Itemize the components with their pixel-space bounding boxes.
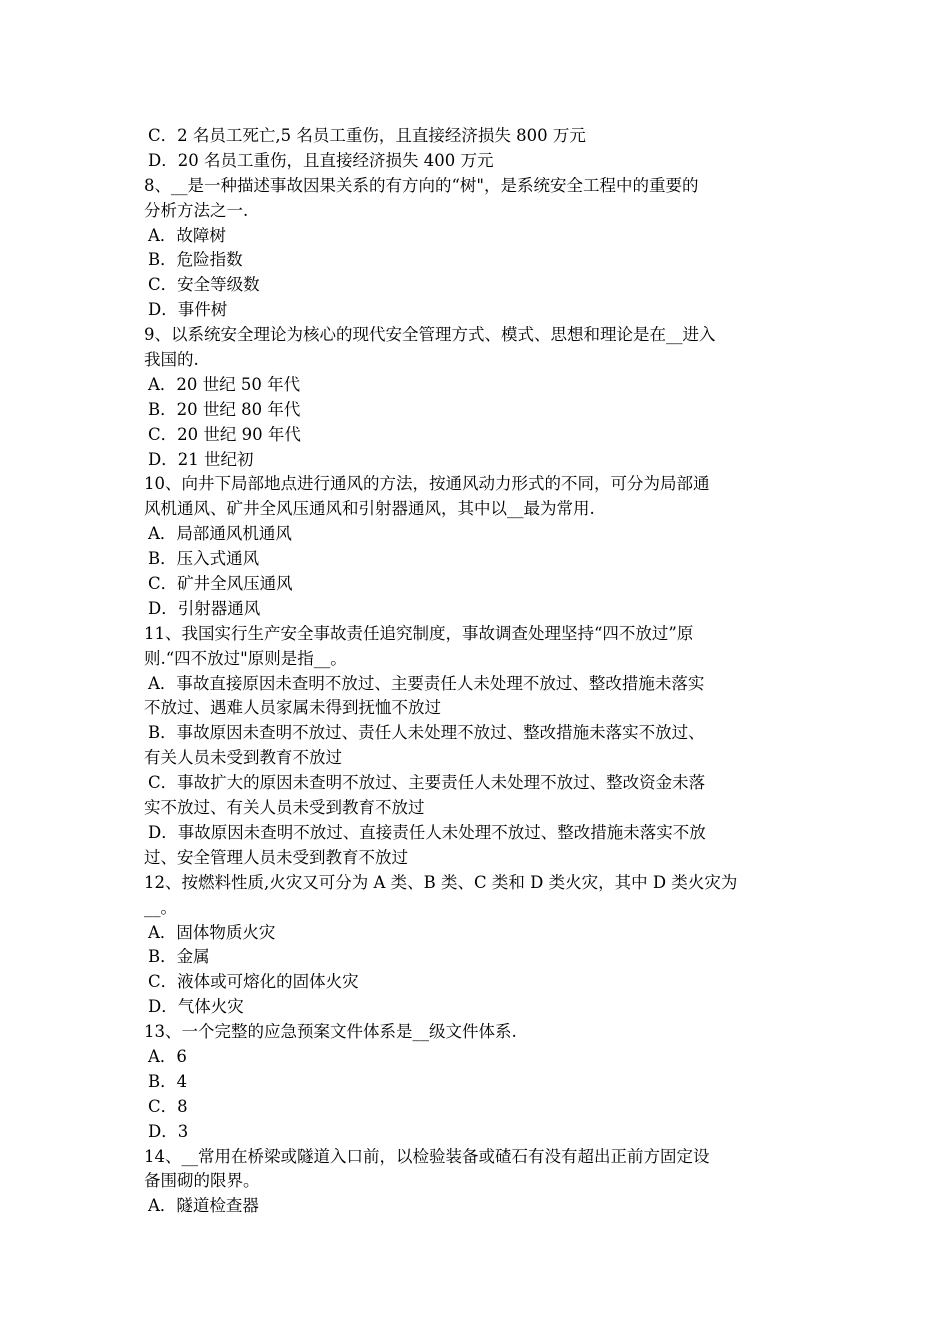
answer-option-line: B．压入式通风 [148, 549, 260, 569]
question-text-line: 14、__常用在桥梁或隧道入口前，以检验装备或碴石有没有超出正前方固定设 [144, 1146, 710, 1166]
answer-option-line: C．20 世纪 90 年代 [148, 424, 301, 444]
answer-option-line: A．隧道检查器 [148, 1196, 259, 1216]
question-text-line: 不放过、遇难人员家属未得到抚恤不放过 [144, 698, 441, 718]
answer-option-line: D．气体火灾 [148, 997, 244, 1017]
answer-option-line: C．2 名员工死亡,5 名员工重伤，且直接经济损失 800 万元 [148, 126, 586, 145]
question-text-line: 10、向井下局部地点进行通风的方法，按通风动力形式的不同，可分为局部通 [144, 474, 710, 494]
question-text-line: 8、__是一种描述事故因果关系的有方向的“树"，是系统安全工程中的重要的 [144, 175, 699, 195]
question-text-line: 风机通风、矿井全风压通风和引射器通风，其中以__最为常用. [144, 499, 595, 519]
question-text-line: 我国的. [144, 350, 199, 370]
question-text-line: 有关人员未受到教育不放过 [144, 748, 342, 768]
question-text-line: 12、按燃料性质,火灾又可分为 A 类、B 类、C 类和 D 类火灾，其中 D 类火灾为 [144, 872, 738, 892]
answer-option-line: C．液体或可熔化的固体火灾 [148, 972, 359, 992]
answer-option-line: D．21 世纪初 [148, 449, 254, 469]
question-text-line: 则.“四不放过"原则是指__。 [144, 648, 347, 668]
question-text-line: __。 [144, 897, 177, 917]
answer-option-line: A．事故直接原因未查明不放过、主要责任人未处理不放过、整改措施未落实 [148, 673, 705, 693]
question-text-line: 过、安全管理人员未受到教育不放过 [144, 847, 408, 867]
answer-option-line: C．矿井全风压通风 [148, 574, 293, 594]
answer-option-line: D．20 名员工重伤，且直接经济损失 400 万元 [148, 150, 494, 170]
answer-option-line: A．20 世纪 50 年代 [148, 374, 301, 394]
answer-option-line: D．3 [148, 1121, 189, 1141]
question-text-line: 备围砌的限界。 [144, 1171, 260, 1191]
question-text-line: 9、以系统安全理论为核心的现代安全管理方式、模式、思想和理论是在__进入 [144, 325, 716, 345]
answer-option-line: A．固体物质火灾 [148, 922, 276, 942]
question-text-line: 分析方法之一. [144, 200, 249, 220]
answer-option-line: B．危险指数 [148, 250, 243, 270]
answer-option-line: B．20 世纪 80 年代 [148, 399, 301, 419]
question-text-line: 11、我国实行生产安全事故责任追究制度，事故调查处理坚持“四不放过”原 [144, 623, 694, 643]
answer-option-line: A．故障树 [148, 225, 226, 245]
answer-option-line: B．金属 [148, 947, 210, 967]
answer-option-line: B．事故原因未查明不放过、责任人未处理不放过、整改措施未落实不放过、 [148, 723, 705, 743]
answer-option-line: C．事故扩大的原因未查明不放过、主要责任人未处理不放过、整改资金未落 [148, 773, 706, 793]
answer-option-line: C．安全等级数 [148, 275, 260, 295]
answer-option-line: D．引射器通风 [148, 598, 261, 618]
answer-option-line: A．6 [148, 1046, 187, 1066]
question-text-line: 13、一个完整的应急预案文件体系是__级文件体系. [144, 1022, 517, 1042]
answer-option-line: C．8 [148, 1096, 188, 1116]
answer-option-line: A．局部通风机通风 [148, 524, 292, 544]
question-text-line: 实不放过、有关人员未受到教育不放过 [144, 798, 425, 818]
answer-option-line: D．事故原因未查明不放过、直接责任人未处理不放过、整改措施未落实不放 [148, 822, 706, 842]
document-body [144, 124, 808, 1219]
answer-option-line: D．事件树 [148, 300, 228, 320]
answer-option-line: B．4 [148, 1071, 188, 1091]
